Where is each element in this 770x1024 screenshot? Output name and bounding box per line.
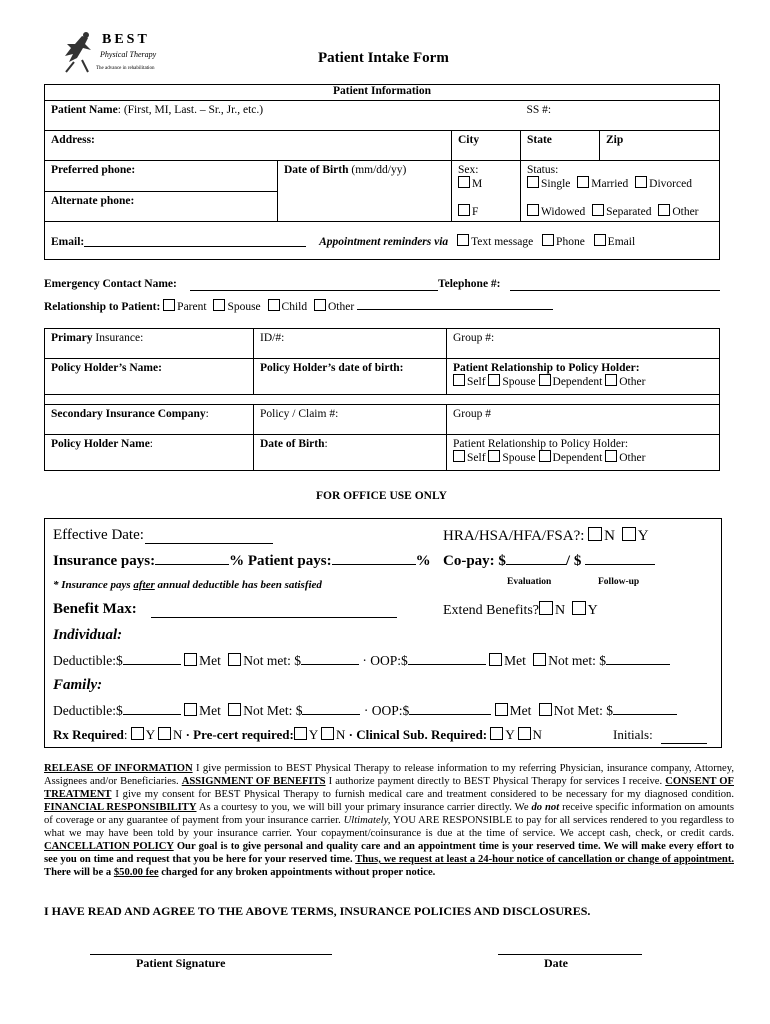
extend-row [443, 601, 598, 619]
cancel-text-3: charged for any broken appointments without proper notice. [158, 867, 436, 878]
rel-parent-label: Parent [177, 301, 207, 313]
rel-spouse-label: Spouse [227, 301, 261, 313]
reminders-label: Appointment reminders via [319, 235, 449, 248]
status-married-label: Married [591, 178, 629, 190]
group2-field[interactable] [447, 405, 720, 435]
pct-sign: % [415, 553, 431, 569]
ind-oop-met-checkbox[interactable] [489, 653, 502, 666]
fam-met-checkbox[interactable] [184, 703, 197, 716]
financial-text-3: YOU ARE RESPONSIBLE to pay for all services rendered to you regardless to what we may have been told by your insurance carrier. Your copayment/coinsurance is due at the time of service. We accept cash, check, or credit cards. [44, 815, 734, 839]
checkbox[interactable] [594, 234, 606, 246]
patient-name-hint: : (First, MI, Last. – Sr., Jr., etc.) [117, 104, 264, 116]
policy-claim-field[interactable] [254, 405, 447, 435]
telephone-label: Telephone #: [438, 278, 501, 290]
hra-n-checkbox[interactable] [588, 527, 602, 541]
assign-heading: ASSIGNMENT OF BENEFITS [181, 776, 326, 787]
release-heading: RELEASE OF INFORMATION [44, 763, 193, 774]
reminder-text-option[interactable] [457, 236, 533, 248]
sex-f-option[interactable] [458, 204, 514, 218]
zip-label: Zip [605, 134, 624, 146]
secondary-insurance-field[interactable]: Secondary Insurance Company: [45, 405, 254, 435]
ind-oop-met-label: Met [504, 653, 526, 668]
hra-row [443, 527, 649, 545]
ind-notmet-checkbox[interactable] [228, 653, 241, 666]
rel2-spouse-option[interactable] [488, 452, 535, 464]
rx-n-checkbox[interactable] [158, 727, 171, 740]
checkbox[interactable] [458, 176, 470, 188]
copay-followup-input[interactable] [585, 564, 655, 565]
assign-text: I authorize payment directly to BEST Physical Therapy for services I receive. [325, 776, 666, 787]
patient-rel2-label: Patient Relationship to Policy Holder: [453, 438, 629, 450]
checkbox[interactable] [453, 450, 465, 462]
preferred-phone-field[interactable] [45, 161, 277, 192]
checkbox[interactable] [605, 374, 617, 386]
note-post: annual deductible has been satisfied [154, 579, 322, 591]
reminder-email-label: Email [607, 235, 636, 248]
status-divorced-label: Divorced [649, 178, 692, 190]
company-logo [60, 30, 170, 80]
patient-name-label: Patient Name [51, 104, 118, 116]
rel-spouse-option[interactable] [488, 376, 535, 388]
cancel-heading: CANCELLATION POLICY [44, 841, 174, 852]
rel-other-option[interactable] [605, 376, 645, 388]
date-input[interactable] [498, 954, 642, 955]
clinical-y-label: Y [505, 727, 515, 742]
checkbox[interactable] [539, 450, 551, 462]
checkbox[interactable] [453, 374, 465, 386]
clinical-label: · Clinical Sub. Required: [348, 727, 488, 742]
reminder-text-label: Text message [471, 235, 534, 248]
status-divorced[interactable] [635, 178, 692, 190]
precert-n-label: N [336, 727, 346, 742]
status-label: Status: [526, 164, 559, 176]
checkbox[interactable] [635, 176, 647, 188]
patient-signature-input[interactable] [90, 954, 332, 955]
copay-eval-input[interactable] [506, 564, 566, 565]
rel-self-option[interactable] [453, 376, 486, 388]
emergency-contact-input[interactable] [190, 290, 438, 291]
holder-name2-field[interactable]: Policy Holder Name: [45, 435, 254, 471]
financial-text-1: As a courtesy to you, we will bill your primary insurance carrier directly. We [196, 802, 532, 813]
spacer-row [45, 395, 720, 405]
reminder-phone-option[interactable] [542, 236, 585, 248]
fam-oop-notmet-input[interactable] [613, 714, 677, 715]
checkbox[interactable] [527, 204, 539, 216]
secondary-label: Secondary Insurance Company [51, 408, 206, 420]
checkbox[interactable] [592, 204, 604, 216]
checkbox[interactable] [658, 204, 670, 216]
rel-dependent-option[interactable] [539, 376, 603, 388]
extend-label: Extend Benefits? [443, 603, 540, 618]
requirements-row: Rx Required: Y N · Pre-cert required: Y N · Clinical Sub. Required: Y N [53, 727, 542, 742]
release-text: I give permission to BEST Physical Therapy to release information to my referring Physician, insurance company, Attorney, Assignees and/or Beneficiaries. [44, 763, 734, 787]
status-other-label: Other [672, 206, 699, 218]
financial-heading: FINANCIAL RESPONSIBILITY [44, 802, 197, 813]
benefit-max-input[interactable] [151, 617, 397, 618]
cancel-underlined: Thus, we request at least a 24-hour notice of cancellation or change of appointment. [355, 854, 734, 865]
rel2-self-option[interactable] [453, 452, 486, 464]
page-title: Patient Intake Form [318, 50, 449, 66]
emergency-contact-label: Emergency Contact Name: [44, 278, 177, 290]
rel-child-option[interactable] [268, 301, 308, 313]
ind-notmet-label: Not met: $ [243, 653, 301, 668]
checkbox[interactable] [539, 374, 551, 386]
rel2-spouse-label: Spouse [502, 452, 536, 464]
ind-oop-input[interactable] [408, 664, 486, 665]
patient-signature-label: Patient Signature [136, 956, 226, 970]
city-field[interactable] [451, 131, 520, 161]
ss-label: SS #: [526, 104, 552, 116]
patient-rel-label: Patient Relationship to Policy Holder: [453, 362, 640, 374]
clinical-y-checkbox[interactable] [490, 727, 503, 740]
patient-rel-field [447, 359, 720, 395]
benefit-max-label [53, 601, 137, 618]
status-married[interactable] [577, 178, 628, 190]
address-field[interactable] [45, 131, 452, 161]
alternate-phone-field[interactable] [45, 192, 277, 210]
rx-y-label: Y [145, 727, 155, 742]
reminder-email-option[interactable] [594, 236, 635, 248]
fam-oop-input[interactable] [409, 714, 491, 715]
ind-oop-notmet-label: Not met: $ [548, 653, 606, 668]
logo-subtitle: Physical Therapy [100, 50, 157, 59]
checkbox[interactable] [542, 234, 554, 246]
insurance-pays-label: Insurance pays: [53, 553, 156, 569]
ind-oop-notmet-checkbox[interactable] [533, 653, 546, 666]
fam-notmet-checkbox[interactable] [228, 703, 241, 716]
status-widowed[interactable] [527, 206, 585, 218]
followup-label: Follow-up [598, 577, 640, 587]
rel-spouse-option[interactable] [213, 301, 260, 313]
checkbox[interactable] [488, 374, 500, 386]
agreement-statement: I HAVE READ AND AGREE TO THE ABOVE TERMS, INSURANCE POLICIES AND DISCLOSURES. [44, 904, 591, 918]
state-label: State [526, 134, 552, 146]
rel-dependent-label: Dependent [552, 376, 603, 388]
sex-m-label: M [471, 178, 483, 190]
fam-oop-notmet-label: Not Met: $ [553, 703, 613, 718]
cancel-text-1: Our goal is to give personal and quality care and an appointment time is your reserved time. We will make every effort to see you on time and request that you be here for your reserved time. [44, 841, 735, 865]
logo-name: BEST [102, 32, 150, 47]
checkbox[interactable] [605, 450, 617, 462]
fam-deductible-input[interactable] [123, 714, 181, 715]
rel-parent-option[interactable] [163, 301, 206, 313]
rel-other-label: Other [327, 301, 355, 313]
email-row [45, 222, 720, 260]
ind-deductible-input[interactable] [123, 664, 181, 665]
checkbox[interactable] [577, 176, 589, 188]
hra-y-label: Y [637, 528, 649, 544]
financial-text-2: receive specific information on amounts of coverage or any guarantee of payment from your insurance carrier. [44, 802, 734, 826]
ind-notmet-input[interactable] [301, 664, 359, 665]
individual-deductible-row [53, 653, 670, 669]
checkbox[interactable] [458, 204, 470, 216]
extend-n-checkbox[interactable] [539, 601, 553, 615]
ind-oop-notmet-input[interactable] [606, 664, 670, 665]
clinical-n-checkbox[interactable] [518, 727, 531, 740]
office-heading: FOR OFFICE USE ONLY [316, 490, 447, 502]
ind-met-checkbox[interactable] [184, 653, 197, 666]
ind-oop-label: · OOP:$ [362, 653, 408, 668]
patient-rel2-field [447, 435, 720, 471]
rel-self-label: Self [467, 376, 486, 388]
clinical-n-label: N [532, 727, 542, 742]
primary-label: Primary [51, 332, 93, 344]
rel2-other-option[interactable] [605, 452, 645, 464]
fam-deductible-label: Deductible:$ [53, 703, 123, 718]
sex-m-option[interactable] [458, 176, 514, 190]
rel-child-label: Child [281, 301, 308, 313]
fam-notmet-label: Not Met: $ [243, 703, 303, 718]
ind-deductible-label: Deductible:$ [53, 653, 123, 668]
status-field [520, 161, 719, 222]
fam-met-label: Met [199, 703, 221, 718]
initials-input[interactable] [661, 743, 707, 744]
group2-label: Group # [453, 408, 492, 420]
precert-label: · Pre-cert required: [185, 727, 294, 742]
note-after: after [133, 579, 155, 591]
rel-spouse-label: Spouse [502, 376, 536, 388]
extend-y-checkbox[interactable] [572, 601, 586, 615]
dob-field[interactable] [278, 161, 452, 222]
fam-oop-notmet-checkbox[interactable] [539, 703, 552, 716]
copay-slash: / $ [565, 553, 582, 569]
reminder-phone-label: Phone [556, 235, 585, 248]
copay-label: Co-pay: $ [443, 553, 506, 569]
checkbox[interactable] [527, 176, 539, 188]
patient-name-field[interactable] [45, 101, 521, 131]
ss-field[interactable] [520, 101, 719, 131]
effective-date-input[interactable] [145, 543, 273, 544]
id-field[interactable] [254, 329, 447, 359]
cancel-fee: $50.00 fee [113, 867, 159, 878]
status-separated[interactable] [592, 206, 651, 218]
evaluation-label: Evaluation [507, 577, 552, 587]
precert-y-checkbox[interactable] [294, 727, 307, 740]
patient-pays-input[interactable] [332, 564, 416, 565]
pays-row [53, 553, 431, 570]
rx-y-checkbox[interactable] [131, 727, 144, 740]
sex-field [451, 161, 520, 222]
legal-terms [44, 762, 734, 879]
date-label: Date [544, 956, 568, 970]
relationship-row: Relationship to Patient: Parent Spouse Child Other [44, 299, 553, 313]
insurance-pays-input[interactable] [155, 564, 229, 565]
sex-f-label: F [471, 206, 479, 218]
fam-notmet-input[interactable] [302, 714, 360, 715]
patient-pays-label: % Patient pays: [229, 553, 332, 569]
fam-oop-met-label: Met [509, 703, 532, 718]
address-label: Address: [51, 134, 95, 146]
id-label: ID/#: [260, 332, 285, 344]
individual-label: Individual: [53, 627, 123, 643]
checkbox[interactable] [213, 299, 225, 311]
checkbox[interactable] [488, 450, 500, 462]
effective-date-label: Effective Date: [53, 527, 144, 543]
telephone-input[interactable] [510, 290, 720, 291]
primary-insurance-field[interactable] [45, 329, 254, 359]
note-pre: * Insurance pays [53, 579, 134, 591]
state-field[interactable] [520, 131, 599, 161]
status-widowed-label: Widowed [540, 206, 586, 218]
rel-other-option[interactable] [314, 301, 354, 313]
insurance-table [44, 328, 720, 471]
financial-do-not: do not [531, 802, 560, 813]
zip-field[interactable] [599, 131, 719, 161]
section-title: Patient Information [45, 85, 720, 101]
checkbox[interactable] [314, 299, 326, 311]
fam-oop-met-checkbox[interactable] [495, 703, 508, 716]
extend-n-label: N [555, 603, 566, 618]
alternate-phone-label: Alternate phone: [51, 195, 135, 207]
dob2-label: Date of Birth [260, 438, 325, 450]
rel-other-input[interactable] [357, 309, 553, 310]
holder-name-label: Policy Holder’s Name: [51, 362, 162, 374]
ind-met-label: Met [199, 653, 221, 668]
holder-dob-field[interactable] [254, 359, 447, 395]
initials-label: Initials: [613, 727, 653, 742]
dob2-field[interactable]: Date of Birth: [254, 435, 447, 471]
rel2-dependent-option[interactable] [539, 452, 603, 464]
benefit-colon: : [131, 601, 137, 617]
rel2-dependent-label: Dependent [552, 452, 603, 464]
financial-ultimately: Ultimately, [343, 815, 391, 826]
family-deductible-row [53, 703, 677, 719]
phones-cell [45, 161, 278, 222]
rel2-other-label: Other [619, 452, 646, 464]
rel2-self-label: Self [467, 452, 486, 464]
city-label: City [457, 134, 480, 146]
policy-claim-label: Policy / Claim #: [260, 408, 339, 420]
hra-y-checkbox[interactable] [622, 527, 636, 541]
deductible-note [53, 579, 322, 591]
hra-label: HRA/HSA/HFA/FSA?: [443, 528, 585, 544]
precert-n-checkbox[interactable] [321, 727, 334, 740]
runner-logo-icon [60, 32, 102, 78]
primary-suffix: Insurance: [92, 332, 144, 344]
holder-name2-label: Policy Holder Name [51, 438, 150, 450]
email-input[interactable] [84, 246, 306, 247]
logo-tagline: The advance in rehabilitation [96, 66, 155, 71]
copay-row [443, 553, 655, 570]
status-other[interactable] [658, 206, 698, 218]
rel-other-label: Other [619, 376, 646, 388]
consent-text: I give my consent for BEST Physical Therapy to furnish medical care and treatment considered to be necessary for my diagnosed condition. [111, 789, 734, 800]
consent-heading: CONSENT OF TREATMENT [44, 776, 734, 800]
group-field[interactable] [447, 329, 720, 359]
holder-dob-label: Policy Holder’s date of birth: [260, 362, 404, 374]
relationship-label: Relationship to Patient [44, 301, 157, 313]
extend-y-label: Y [587, 603, 598, 618]
status-separated-label: Separated [606, 206, 652, 218]
patient-info-table [44, 84, 720, 260]
hra-n-label: N [604, 528, 616, 544]
dob-label: Date of Birth [284, 164, 349, 176]
office-use-box [44, 518, 722, 748]
precert-y-label: Y [308, 727, 318, 742]
status-single[interactable] [527, 178, 570, 190]
holder-name-field[interactable] [45, 359, 254, 395]
family-label: Family: [53, 677, 103, 693]
email-label: Email: [51, 235, 85, 248]
rx-label: Rx Required [53, 727, 124, 742]
dob-hint: (mm/dd/yy) [348, 164, 407, 176]
cancel-text-2: There will be a [44, 867, 114, 878]
checkbox[interactable] [163, 299, 175, 311]
benefit-max-text: Benefit Max [53, 601, 132, 617]
sex-label: Sex: [457, 164, 479, 176]
preferred-phone-label: Preferred phone: [51, 164, 136, 176]
checkbox[interactable] [457, 234, 469, 246]
group-label: Group #: [453, 332, 495, 344]
status-single-label: Single [540, 178, 571, 190]
rx-n-label: N [172, 727, 183, 742]
fam-oop-label: · OOP:$ [363, 703, 410, 718]
checkbox[interactable] [268, 299, 280, 311]
